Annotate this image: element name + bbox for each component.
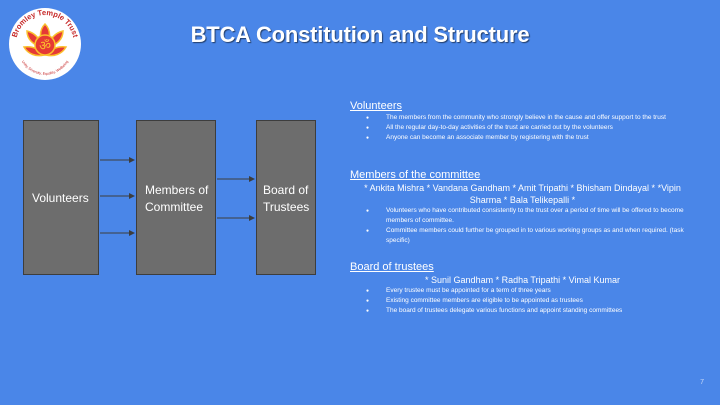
list-item: ● The members from the community who strongly believe in the cause and offer support to the trust: [350, 113, 695, 123]
box-board-of-trustees: [256, 120, 316, 275]
box-trustees-label-line2: Trustees: [263, 200, 310, 214]
box-committee-label-line1: Members of: [145, 183, 209, 197]
box-trustees-label-line1: Board of: [263, 183, 309, 197]
section-volunteers: [350, 99, 695, 143]
committee-member-names: * Ankita Mishra * Vandana Gandham * Amit Tripathi * Bhisham Dindayal * *Vipin Sharma * Bala Telikepalli *: [364, 183, 681, 205]
trustee-names: * Sunil Gandham * Radha Tripathi * Vimal Kumar: [425, 275, 620, 285]
list-item: ● Volunteers who have contributed consistently to the trust over a period of time will be offered to become members of committee.: [350, 206, 695, 226]
list-item: ● Every trustee must be appointed for a term of three years: [350, 286, 695, 296]
list-item: ● Existing committee members are eligible to be appointed as trustees: [350, 296, 695, 306]
box-volunteers-label: Volunteers: [32, 191, 89, 205]
box-committee-label-line2: Committee: [145, 200, 204, 214]
committee-bullet-list: [350, 206, 695, 246]
section-heading-committee: Members of the committee: [350, 169, 481, 181]
trustees-bullet-list: [350, 286, 695, 316]
section-board-of-trustees: [350, 260, 695, 316]
section-committee: [350, 168, 695, 246]
section-heading-trustees: Board of trustees: [350, 261, 434, 273]
section-heading-volunteers: Volunteers: [350, 100, 402, 112]
slide-title: BTCA Constitution and Structure: [190, 22, 530, 47]
list-item: ● All the regular day-to-day activities of the trust are carried out by the volunteers: [350, 123, 695, 133]
box-members-of-committee: [136, 120, 216, 275]
page-number: 7: [700, 379, 704, 386]
om-symbol-icon: ॐ: [39, 39, 51, 54]
list-item: ● Committee members could further be grouped in to various working groups as and when required. (task specific): [350, 226, 695, 246]
list-item: ● Anyone can become an associate member by registering with the trust: [350, 133, 695, 143]
box-volunteers: [23, 120, 99, 275]
logo-arc-text: Bromley Temple Trust: [9, 7, 81, 39]
logo-tagline: Unity, Diversity, Equality, Wellbeing: [20, 59, 70, 76]
volunteers-bullet-list: [350, 113, 695, 143]
list-item: ● The board of trustees delegate various functions and appoint standing committees: [350, 306, 695, 316]
